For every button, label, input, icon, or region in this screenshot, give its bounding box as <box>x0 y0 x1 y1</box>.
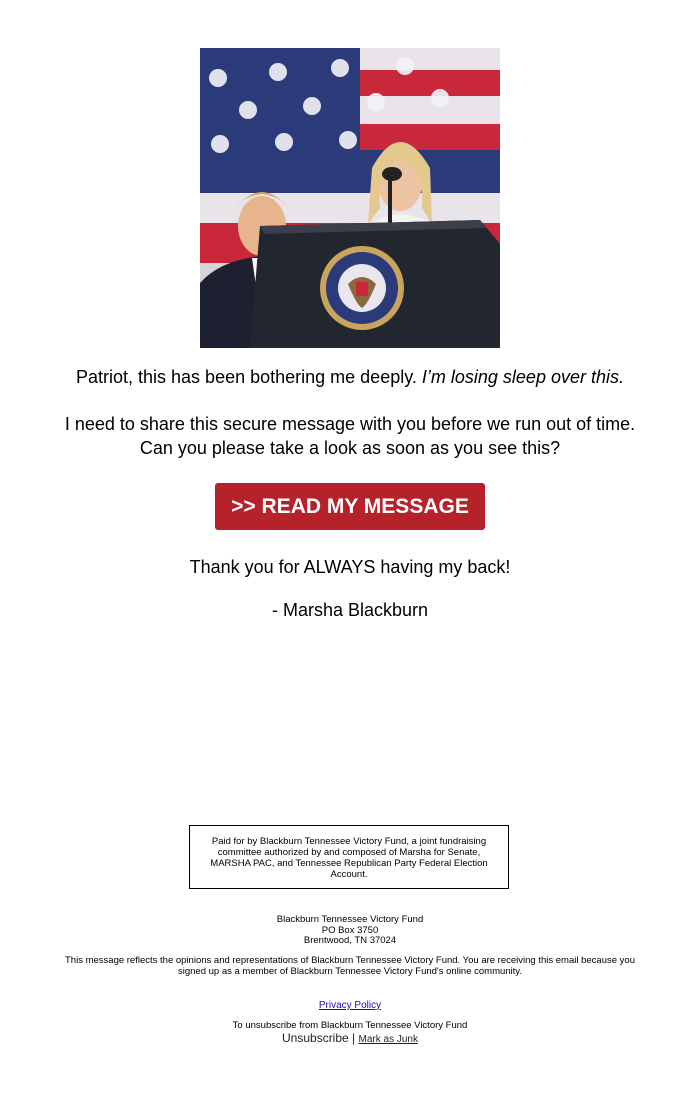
request-line-1: I need to share this secure message with you before we run out of time. <box>64 414 636 434</box>
mark-as-junk-link[interactable]: Mark as Junk <box>358 1034 418 1045</box>
address-city: Brentwood, TN 37024 <box>303 935 397 946</box>
subscription-notice: This message reflects the opinions and representations of Blackburn Tennessee Victory Fund. You are receiving this email because you signed up as a member of Blackburn Tennessee Victory Fund's online community. <box>65 955 635 977</box>
request-line-2: Can you please take a look as soon as you see this? <box>139 438 561 458</box>
signature-text: - Marsha Blackburn <box>271 600 429 620</box>
read-message-button[interactable]: >> READ MY MESSAGE <box>215 483 485 530</box>
intro-plain-text: Patriot, this has been bothering me deeply. <box>76 367 417 387</box>
hero-photo-illustration <box>200 48 500 348</box>
unsubscribe-link[interactable]: Unsubscribe <box>282 1031 349 1045</box>
unsubscribe-info: To unsubscribe from Blackburn Tennessee Victory Fund <box>232 1020 468 1031</box>
unsubscribe-row <box>0 1031 700 1047</box>
privacy-policy-link[interactable]: Privacy Policy <box>318 1000 382 1011</box>
intro-italic-text: I’m losing sleep over this. <box>421 367 624 387</box>
separator: | <box>352 1031 356 1045</box>
privacy-row <box>0 1000 700 1012</box>
thanks-text: Thank you for ALWAYS having my back! <box>189 557 511 577</box>
request-text <box>0 412 700 460</box>
mailing-address <box>0 915 700 947</box>
intro-text <box>0 366 700 388</box>
address-name: Blackburn Tennessee Victory Fund <box>276 914 424 925</box>
paid-for-disclaimer: Paid for by Blackburn Tennessee Victory Fund, a joint fundraising committee authorized by and composed of Marsha for Senate, MARSHA PAC, and Tennessee Republican Party Federal Election Account. <box>189 825 509 889</box>
address-po-box: PO Box 3750 <box>321 924 379 936</box>
hero-photo <box>200 48 500 348</box>
